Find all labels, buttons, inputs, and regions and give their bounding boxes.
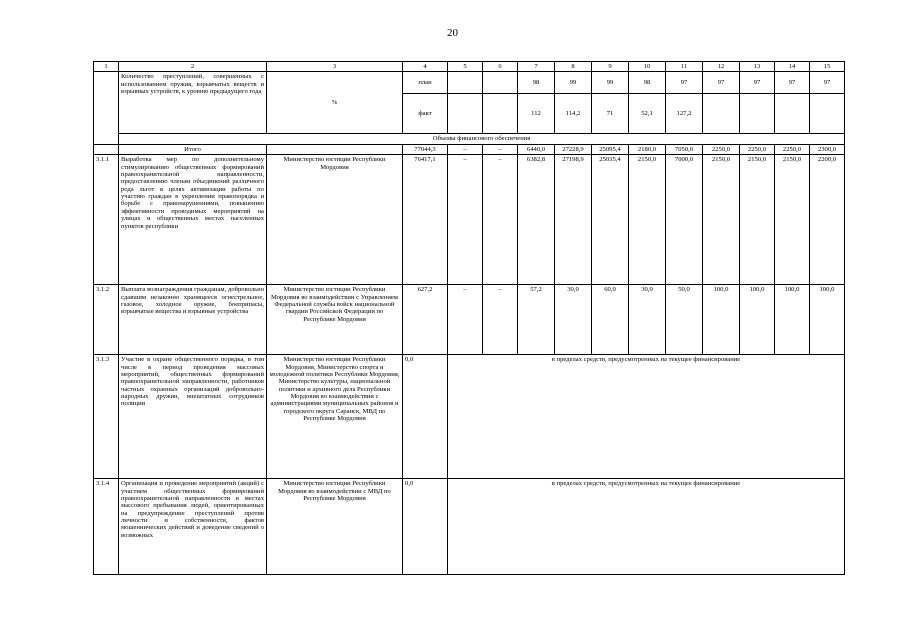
col-header: 7 [518, 62, 555, 72]
row-number: 3.1.3 [94, 355, 119, 479]
budget-value: 2200,0 [810, 155, 845, 285]
executor: Министерство юстиции Республики Мордовия [267, 155, 403, 285]
budget-value: 27198,9 [555, 155, 592, 285]
total-c5: – [448, 144, 483, 154]
table-row [94, 285, 845, 355]
col-header: 13 [740, 62, 775, 72]
fact-value: 127,2 [666, 94, 703, 134]
total-c4: 77044,3 [403, 144, 448, 154]
funding-note: в пределах средств, предусмотренных на текущее финансирование [448, 355, 845, 479]
col-header: 10 [629, 62, 666, 72]
empty-cell [267, 144, 403, 154]
budget-value: 100,0 [810, 285, 845, 355]
row-number: 3.1.2 [94, 285, 119, 355]
row-number: 3.1.4 [94, 479, 119, 575]
fact-label: факт [403, 94, 448, 134]
budget-c4: 76417,1 [403, 155, 448, 285]
col-header: 8 [555, 62, 592, 72]
total-row [94, 144, 845, 154]
fact-value: 52,1 [629, 94, 666, 134]
budget-value: 57,2 [518, 285, 555, 355]
fact-value: 114,2 [555, 94, 592, 134]
table-row [94, 479, 845, 575]
section-title-row [94, 134, 845, 144]
fact-value [740, 94, 775, 134]
plan-label: план [403, 72, 448, 94]
page-number: 20 [447, 27, 458, 39]
empty-cell [94, 144, 119, 154]
budget-value: 30,0 [629, 285, 666, 355]
plan-value: 97 [666, 72, 703, 94]
empty-cell [448, 94, 483, 134]
budget-c4: 627,2 [403, 285, 448, 355]
total-value: 2300,0 [810, 144, 845, 154]
executor: Министерство юстиции Республики Мордовия во взаимодействии с Управлением Федеральной службы войск национальной гвардии Российской Федерации по Республике Мордовия [267, 285, 403, 355]
section-title: Объемы финансового обеспечения [119, 134, 845, 144]
program-table [93, 61, 845, 575]
plan-value: 97 [775, 72, 810, 94]
col-header: 5 [448, 62, 483, 72]
fact-value [810, 94, 845, 134]
total-label: Итого [119, 144, 267, 154]
budget-c5: – [448, 155, 483, 285]
total-c6: – [483, 144, 518, 154]
plan-value: 99 [555, 72, 592, 94]
plan-value: 97 [810, 72, 845, 94]
budget-value: 2150,0 [703, 155, 740, 285]
budget-value: 2150,0 [740, 155, 775, 285]
empty-cell [483, 72, 518, 94]
budget-value: 30,0 [555, 285, 592, 355]
total-value: 27228,9 [555, 144, 592, 154]
budget-value: 60,0 [592, 285, 629, 355]
empty-cell [483, 94, 518, 134]
col-header: 3 [267, 62, 403, 72]
budget-c6: – [483, 285, 518, 355]
col-header: 4 [403, 62, 448, 72]
col-header: 11 [666, 62, 703, 72]
funding-note: в пределах средств, предусмотренных на текущее финансирование [448, 479, 845, 575]
measure-name: Выработка мер по дополнительному стимулированию общественных формирований правоохранительной направленности, предоставлению членам объединений различного рода льгот в целях активизации работы по участию граждан в укреплении правопорядка и борьбе с правонарушениями, повышению эффективности проводимых мероприятий на улицах и общественных местах населенных пунктов республики [119, 155, 267, 285]
col-header: 1 [94, 62, 119, 72]
plan-value: 98 [518, 72, 555, 94]
total-value: 2250,0 [703, 144, 740, 154]
plan-value: 98 [629, 72, 666, 94]
budget-value: 100,0 [740, 285, 775, 355]
total-value: 2180,0 [629, 144, 666, 154]
col-header: 14 [775, 62, 810, 72]
budget-c5: – [448, 285, 483, 355]
empty-cell [94, 72, 119, 144]
budget-value: 100,0 [703, 285, 740, 355]
empty-cell [448, 72, 483, 94]
total-value: 6440,0 [518, 144, 555, 154]
indicator-plan-row [94, 72, 845, 94]
budget-value: 6382,8 [518, 155, 555, 285]
total-value: 2250,0 [775, 144, 810, 154]
table-row [94, 355, 845, 479]
budget-value: 25035,4 [592, 155, 629, 285]
fact-value [775, 94, 810, 134]
total-value: 25095,4 [592, 144, 629, 154]
fact-value [703, 94, 740, 134]
budget-value: 7000,0 [666, 155, 703, 285]
measure-name: Организация и проведение мероприятий (акций) с участием общественных формирований правоохранительной направленности в местах массового пребывания людей, ориентированных на предупреждение преступлений против личности и собственности, фактов мошеннических действий и доведение сведений о возможных [119, 479, 267, 575]
indicator-name: Количество преступлений, совершенных с использованием оружия, взрывчатых веществ и взрывных устройств, к уровню предыдущего года [119, 72, 267, 134]
total-value: 2250,0 [740, 144, 775, 154]
col-header: 12 [703, 62, 740, 72]
col-header: 15 [810, 62, 845, 72]
col-header: 6 [483, 62, 518, 72]
executor: Министерство юстиции Республики Мордовия во взаимодействии с МВД по Республике Мордовия [267, 479, 403, 575]
col-header: 2 [119, 62, 267, 72]
col-header: 9 [592, 62, 629, 72]
budget-c6: – [483, 155, 518, 285]
executor: Министерство юстиции Республики Мордовия, Министерство спорта и молодежной политики Республики Мордовия, Министерство культуры, национальной политики и архивного дела Республики Мордовия во взаимодействии с администрациями муниципальных районов и городского округа Саранск, МВД по Республике Мордовия [267, 355, 403, 479]
indicator-unit: % [267, 72, 403, 134]
measure-name: Выплата вознаграждения гражданам, добровольно сдавшим незаконно хранящееся огнестрельное, газовое, холодное оружие, боеприпасы, взрывчатые вещества и взрывные устройства [119, 285, 267, 355]
budget-c4: 0,0 [403, 479, 448, 575]
budget-value: 2150,0 [629, 155, 666, 285]
fact-value: 71 [592, 94, 629, 134]
plan-value: 97 [703, 72, 740, 94]
table-row [94, 155, 845, 285]
budget-value: 2150,0 [775, 155, 810, 285]
row-number: 3.1.1 [94, 155, 119, 285]
measure-name: Участие в охране общественного порядка, в том числе в период проведения массовых мероприятий, общественных формирований правоохранительной направленности, работников частных охранных организаций добровольно-народных дружин, внештатных сотрудников полиции [119, 355, 267, 479]
plan-value: 97 [740, 72, 775, 94]
total-value: 7050,0 [666, 144, 703, 154]
budget-value: 50,0 [666, 285, 703, 355]
column-number-row [94, 62, 845, 72]
budget-value: 100,0 [775, 285, 810, 355]
plan-value: 99 [592, 72, 629, 94]
budget-c4: 0,0 [403, 355, 448, 479]
fact-value: 112 [518, 94, 555, 134]
